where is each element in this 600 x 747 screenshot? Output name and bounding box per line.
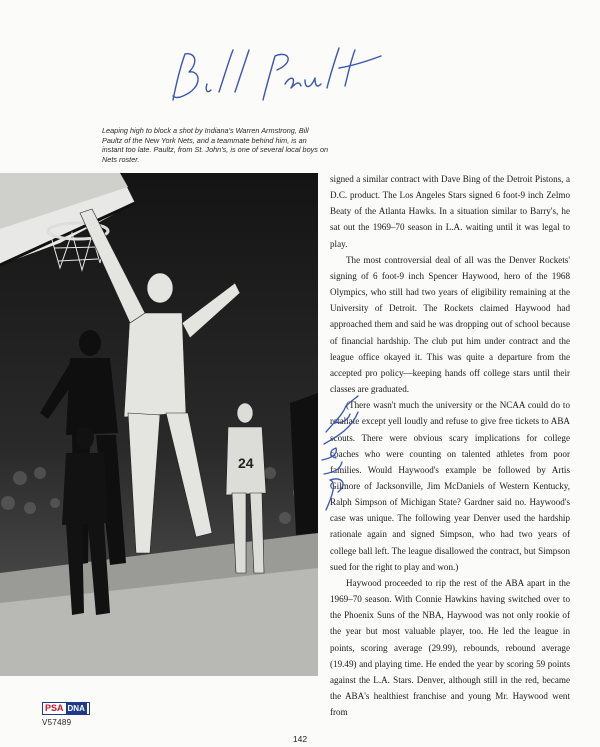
basketball-photo bbox=[0, 173, 318, 676]
paragraph: The most controversial deal of all was the Denver Rockets' signing of 6 foot-9 inch Spencer Haywood, hero of the 1968 Olympics, who still had two years of eligibility remaining at the University of Detroit. The Rockets claimed Haywood had approached them and said he was dropping out of school because of financial hardship. The club put him under contract and the league office okayed it. This was quite a departure from the accepted pro policy—keeping hands off college stars until their classes are graduated. bbox=[330, 254, 570, 395]
page-number: 142 bbox=[292, 734, 308, 744]
autograph-top bbox=[155, 40, 395, 120]
photo-caption: Leaping high to block a shot by Indiana's Warren Armstrong, Bill Paultz of the New York Nets, and a teammate behind him, is an instant too late. Paultz, from St. John's, is one of several local boys on Nets roster. bbox=[102, 126, 329, 164]
certificate-id: V57489 bbox=[42, 718, 72, 727]
psa-label: PSA bbox=[45, 703, 64, 713]
psa-dna-logo bbox=[42, 702, 90, 715]
paragraph: Haywood proceeded to rip the rest of the ABA apart in the 1969–70 season. With Connie Hawkins having switched over to the Phoenix Suns of the NBA, Haywood was not only rookie of the year but most valuable player, too. He led the league in points, scoring average (29.99), rebounds, rebound average (19.49) and playing time. He ended the year by scoring 59 points against the L.A. Stars. Denver, although still in the red, became the ABA's healthiest franchise and young Mr. Haywood went from bbox=[330, 577, 570, 718]
autograph-side bbox=[312, 392, 372, 517]
dna-label: DNA bbox=[67, 704, 85, 713]
paragraph: signed a similar contract with Dave Bing of the Detroit Pistons, a D.C. product. The Los Angeles Stars signed 6 foot-9 inch Zelmo Beaty of the Atlanta Hawks. In a situation similar to Barry's, he sat out the 1969–70 season in L.A. waiting until it was legal to play. bbox=[330, 174, 570, 249]
svg-text:24: 24 bbox=[238, 455, 254, 471]
authentication-sticker bbox=[42, 698, 90, 727]
paragraph: (There wasn't much the university or the NCAA could do to retaliate except yell loudly and refuse to give free tickets to ABA scouts. There were obvious scary implications for college coaches who were counting on talented athletes from poor families. Would Haywood's example be followed by Artis Gilmore of Jacksonville, Jim McDaniels of Western Kentucky, Ralph Simpson of Michigan State? Gardner said no. Haywood's case was unique. The following year Denver used the hardship rationale again and signed Simpson, who had two years of college ball left. The league disallowed the contract, but Simpson sued for the right to play and won.) bbox=[330, 400, 570, 572]
